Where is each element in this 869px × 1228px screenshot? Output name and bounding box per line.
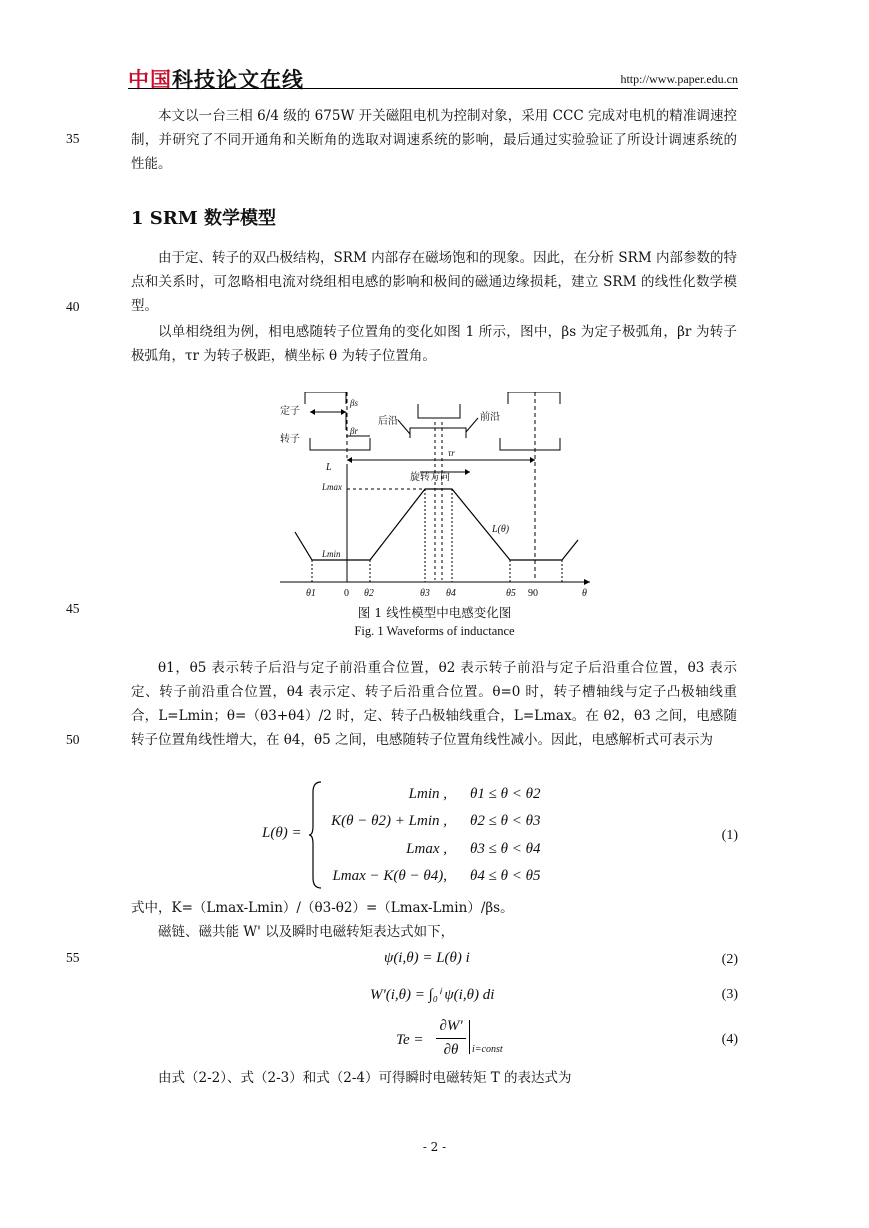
label-axis-theta: θ bbox=[582, 588, 587, 599]
where-line: 式中，K=（Lmax-Lmin）/（θ3-θ2）=（Lmax-Lmin）/βs。 bbox=[131, 900, 514, 916]
label-Lmin: Lmin bbox=[322, 549, 341, 559]
eq1-case3-cond: θ3 ≤ θ < θ4 bbox=[470, 841, 541, 857]
paragraph-3: θ1，θ5 表示转子后沿与定子前沿重合位置，θ2 表示转子前沿与定子后沿重合位置，θ3 表示定、转子前沿重合位置，θ4 表示定、转子后沿重合位置。θ=0 时，转子槽轴线与定子凸极轴线重合，L=Lmin；θ=（θ3+θ4）/2 时，定、转子凸极轴线重合，L=Lmax。在 θ2，θ3 之间，电感随转子位置角线性增大，在 θ4，θ5 之间，电感随转子位置角线性减小。因此，电感解析式可表示为 bbox=[131, 660, 737, 748]
eq4-numerator: ∂W' bbox=[439, 1018, 463, 1034]
eq4-subscript: i=const bbox=[472, 1044, 503, 1055]
tick-theta1: θ1 bbox=[306, 588, 316, 599]
eq1-case3-expr: Lmax , bbox=[406, 841, 447, 857]
label-axis-L: L bbox=[326, 462, 332, 473]
label-L-theta: L(θ) bbox=[492, 524, 510, 535]
eq1-case1-cond: θ1 ≤ θ < θ2 bbox=[470, 786, 541, 802]
eq1-case4-cond: θ4 ≤ θ < θ5 bbox=[470, 868, 541, 884]
line-number-50: 50 bbox=[66, 732, 80, 747]
page-number: - 2 - bbox=[422, 1140, 447, 1154]
figure-caption-cn: 图 1 线性模型中电感变化图 bbox=[357, 605, 512, 620]
figure-inductance bbox=[270, 392, 600, 602]
label-tau-r: τr bbox=[448, 448, 455, 458]
figure-caption-en: Fig. 1 Waveforms of inductance bbox=[354, 624, 515, 638]
eq2-number: (2) bbox=[721, 952, 738, 967]
line-number-45: 45 bbox=[66, 601, 80, 616]
rotor-pole-2 bbox=[410, 428, 466, 438]
eq4-fraction-bar bbox=[436, 1038, 466, 1039]
eq3-body: W'(i,θ) = ∫₀ⁱ ψ(i,θ) di bbox=[370, 987, 495, 1003]
label-rotation: 旋转方向 bbox=[410, 472, 450, 483]
line-number-40: 40 bbox=[66, 299, 80, 314]
eq4-lhs: Te = bbox=[396, 1032, 424, 1048]
eq4-number: (4) bbox=[721, 1032, 738, 1047]
paragraph-4: 磁链、磁共能 W' 以及瞬时电磁转矩表达式如下， bbox=[158, 924, 455, 940]
tick-90: 90 bbox=[528, 588, 538, 599]
line-number-35: 35 bbox=[66, 131, 80, 146]
tick-theta3: θ3 bbox=[420, 588, 430, 599]
logo-black-text: 科技论文在线 bbox=[172, 68, 304, 92]
paragraph-1: 由于定、转子的双凸极结构，SRM 内部存在磁场饱和的现象。因此，在分析 SRM 内部参数的特点和关系时，可忽略相电流对绕组相电感的影响和极间的磁通边缘损耗，建立 SRM 的线性化数学模型。 bbox=[131, 250, 737, 314]
intro-paragraph: 本文以一台三相 6/4 级的 675W 开关磁阻电机为控制对象，采用 CCC 完成对电机的精准调速控制，并研究了不同开通角和关断角的选取对调速系统的影响，最后通过实验验证了所设计调速系统的性能。 bbox=[131, 108, 737, 172]
eq4-denominator: ∂θ bbox=[443, 1042, 459, 1058]
tick-theta5: θ5 bbox=[506, 588, 516, 599]
header-rule bbox=[128, 88, 738, 89]
eq1-lhs: L(θ) = bbox=[262, 825, 302, 841]
header-url[interactable]: http://www.paper.edu.cn bbox=[620, 72, 738, 86]
tick-theta4: θ4 bbox=[446, 588, 456, 599]
eq1-number: (1) bbox=[721, 828, 738, 843]
section-title: 1 SRM 数学模型 bbox=[131, 208, 276, 229]
stator-pole-3 bbox=[508, 392, 560, 404]
stator-pole-1 bbox=[305, 392, 346, 404]
eq1-case2-cond: θ2 ≤ θ < θ3 bbox=[470, 813, 541, 829]
rotor-pole-3 bbox=[500, 438, 560, 450]
eq1-case2-expr: K(θ − θ2) + Lmin , bbox=[331, 813, 447, 829]
eq2-body: ψ(i,θ) = L(θ) i bbox=[384, 950, 470, 966]
line-number-55: 55 bbox=[66, 950, 80, 965]
site-logo bbox=[128, 64, 304, 94]
tick-theta2: θ2 bbox=[364, 588, 374, 599]
label-stator: 定子 bbox=[280, 406, 300, 417]
label-Lmax: Lmax bbox=[322, 482, 342, 492]
paragraph-2: 以单相绕组为例，相电感随转子位置角的变化如图 1 所示，图中，βs 为定子极弧角，βr 为转子极弧角，τr 为转子极距，横坐标 θ 为转子位置角。 bbox=[131, 324, 737, 364]
eq1-case4-expr: Lmax − K(θ − θ4), bbox=[332, 868, 447, 884]
eq1-case1-expr: Lmin , bbox=[408, 786, 447, 802]
label-rotor: 转子 bbox=[280, 434, 300, 445]
label-beta-r: βr bbox=[350, 426, 358, 436]
label-trailing: 后沿 bbox=[378, 416, 398, 427]
logo-red-text: 中国 bbox=[128, 68, 172, 92]
paragraph-5: 由式（2-2）、式（2-3）和式（2-4）可得瞬时电磁转矩 T 的表达式为 bbox=[158, 1070, 572, 1086]
label-leading: 前沿 bbox=[480, 412, 500, 423]
eq3-number: (3) bbox=[721, 987, 738, 1002]
stator-pole-2 bbox=[418, 404, 460, 418]
rotor-pole-1 bbox=[310, 438, 370, 450]
label-beta-s: βs bbox=[350, 398, 358, 408]
eq4-eval-bar bbox=[469, 1020, 470, 1054]
tick-zero: 0 bbox=[344, 588, 349, 599]
